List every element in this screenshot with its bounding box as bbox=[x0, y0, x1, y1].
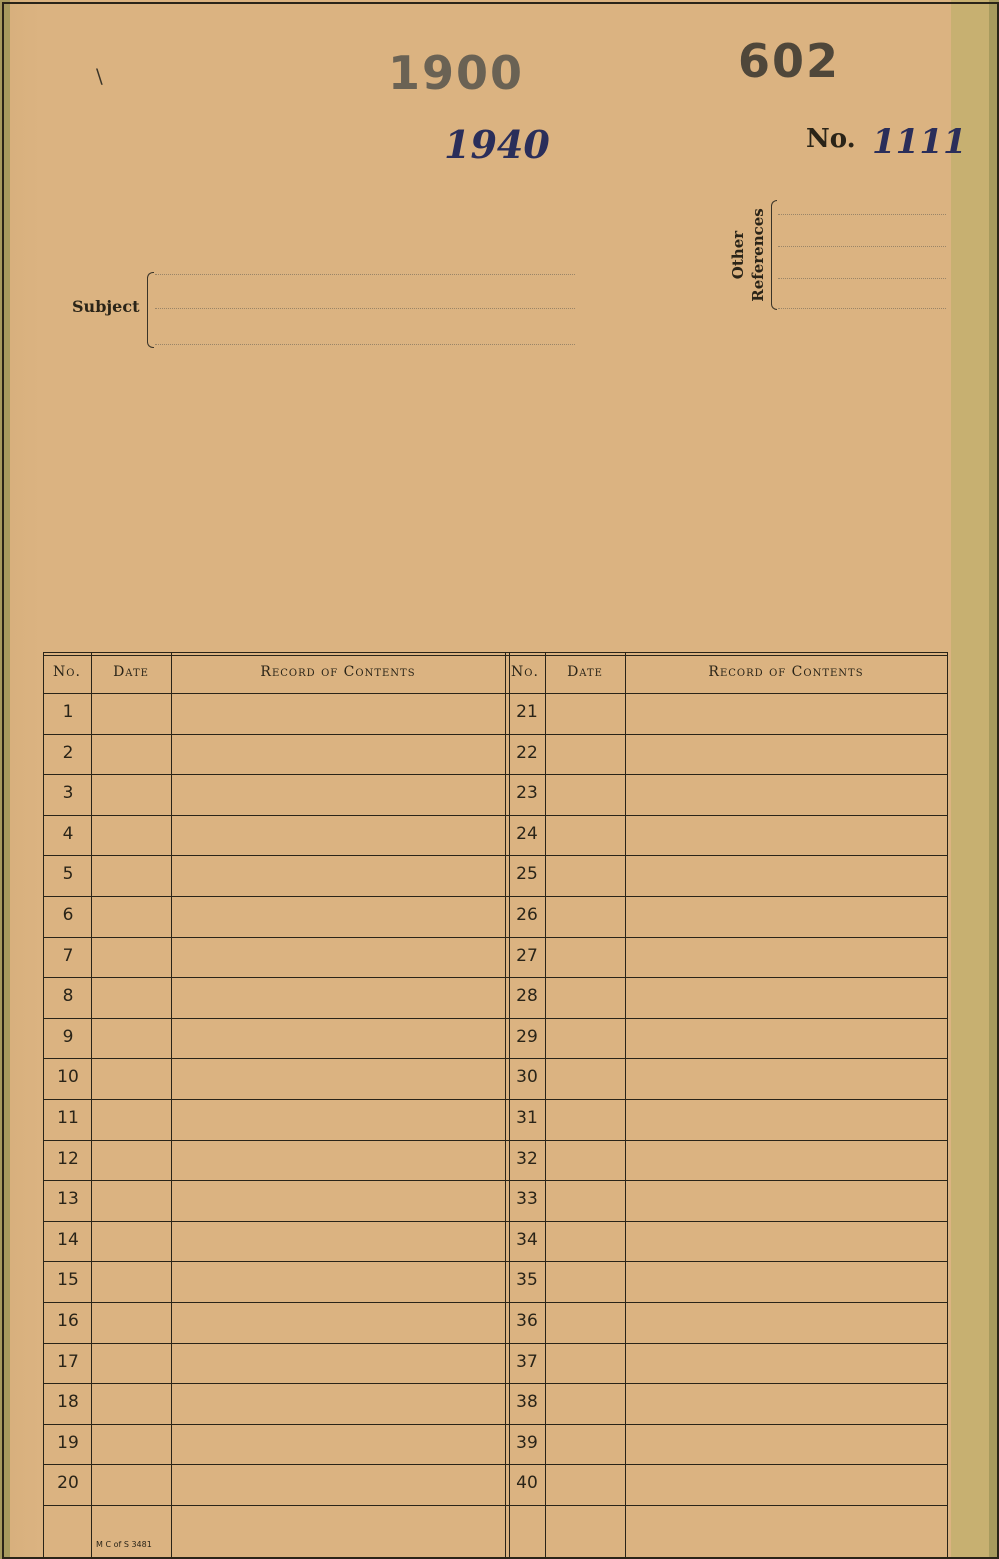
table-top-rule bbox=[43, 652, 947, 653]
row-number-left: 2 bbox=[62, 742, 74, 763]
number-label: No. bbox=[806, 124, 856, 154]
row-number-right: 31 bbox=[516, 1108, 538, 1128]
row-rule bbox=[43, 977, 947, 978]
row-rule bbox=[43, 1140, 947, 1141]
row-number-left: 11 bbox=[57, 1108, 79, 1128]
row-number-left: 14 bbox=[57, 1229, 79, 1250]
cover-binding-strip bbox=[951, 0, 989, 1559]
row-number-right: 22 bbox=[516, 742, 538, 763]
row-number-right: 26 bbox=[516, 905, 538, 925]
handwritten-file-number: 1111 bbox=[872, 122, 967, 162]
references-line-4 bbox=[778, 308, 946, 309]
row-number-left: 12 bbox=[57, 1148, 79, 1169]
row-number-left: 15 bbox=[57, 1270, 79, 1291]
row-number-left: 17 bbox=[57, 1351, 79, 1372]
form-code: M C of S 3481 bbox=[96, 1540, 152, 1549]
row-rule bbox=[43, 1180, 947, 1181]
subject-brace bbox=[147, 272, 154, 348]
row-number-right: 38 bbox=[516, 1392, 538, 1413]
row-number-right: 21 bbox=[516, 702, 538, 722]
row-number-right: 27 bbox=[516, 945, 538, 966]
record-table bbox=[43, 652, 947, 1559]
header-rule bbox=[43, 693, 947, 694]
references-brace bbox=[771, 200, 777, 310]
row-number-left: 7 bbox=[62, 945, 74, 966]
row-number-right: 40 bbox=[516, 1473, 538, 1494]
header-date-right: Date bbox=[567, 664, 603, 680]
row-rule bbox=[43, 815, 947, 816]
row-number-left: 18 bbox=[57, 1392, 79, 1413]
row-rule bbox=[43, 734, 947, 735]
references-line-1 bbox=[778, 214, 946, 215]
row-number-right: 30 bbox=[516, 1067, 538, 1088]
table-column-rule bbox=[947, 652, 948, 1559]
handwritten-year: 1940 bbox=[444, 122, 550, 167]
subject-label: Subject bbox=[72, 297, 140, 316]
row-number-right: 23 bbox=[516, 783, 538, 804]
year-stamp: 1900 bbox=[388, 46, 525, 100]
row-rule bbox=[43, 1261, 947, 1262]
row-number-left: 9 bbox=[62, 1026, 74, 1047]
row-number-right: 25 bbox=[516, 864, 538, 885]
row-rule bbox=[43, 774, 947, 775]
row-number-left: 4 bbox=[62, 823, 74, 844]
header-record-left: Record of Contents bbox=[260, 664, 416, 680]
row-rule bbox=[43, 1221, 947, 1222]
row-rule bbox=[43, 937, 947, 938]
row-rule bbox=[43, 1505, 947, 1506]
row-number-right: 33 bbox=[516, 1189, 538, 1210]
references-line-3 bbox=[778, 278, 946, 279]
row-number-left: 19 bbox=[57, 1432, 79, 1453]
row-rule bbox=[43, 1424, 947, 1425]
row-number-left: 6 bbox=[62, 905, 74, 925]
subject-line-3 bbox=[155, 344, 575, 345]
number-stamp: 602 bbox=[738, 34, 841, 88]
header-no-left: No. bbox=[53, 664, 81, 680]
row-number-left: 1 bbox=[62, 702, 74, 722]
other-references-label bbox=[728, 200, 772, 310]
row-number-right: 37 bbox=[516, 1351, 538, 1372]
row-number-left: 5 bbox=[62, 864, 74, 885]
row-number-left: 3 bbox=[62, 783, 74, 804]
row-rule bbox=[43, 1464, 947, 1465]
row-rule bbox=[43, 896, 947, 897]
row-rule bbox=[43, 1018, 947, 1019]
row-number-right: 39 bbox=[516, 1432, 538, 1453]
header-date-left: Date bbox=[113, 664, 149, 680]
row-number-left: 8 bbox=[62, 986, 74, 1007]
row-number-right: 32 bbox=[516, 1148, 538, 1169]
table-top-rule-inner bbox=[43, 655, 947, 656]
row-number-right: 29 bbox=[516, 1026, 538, 1047]
row-number-left: 16 bbox=[57, 1311, 79, 1331]
header-no-right: No. bbox=[511, 664, 539, 680]
row-number-right: 28 bbox=[516, 986, 538, 1007]
other-label: Other bbox=[729, 230, 747, 280]
row-number-left: 13 bbox=[57, 1189, 79, 1210]
references-line-2 bbox=[778, 246, 946, 247]
row-number-right: 35 bbox=[516, 1270, 538, 1291]
row-rule bbox=[43, 1383, 947, 1384]
references-label: References bbox=[749, 208, 767, 302]
subject-line-1 bbox=[155, 274, 575, 275]
row-rule bbox=[43, 1302, 947, 1303]
row-rule bbox=[43, 855, 947, 856]
row-number-right: 36 bbox=[516, 1311, 538, 1331]
row-number-right: 34 bbox=[516, 1229, 538, 1250]
row-rule bbox=[43, 1343, 947, 1344]
stray-mark: \ bbox=[96, 64, 103, 88]
row-number-left: 20 bbox=[57, 1473, 79, 1494]
header-record-right: Record of Contents bbox=[708, 664, 864, 680]
row-number-left: 10 bbox=[57, 1067, 79, 1088]
row-rule bbox=[43, 1099, 947, 1100]
row-number-right: 24 bbox=[516, 823, 538, 844]
row-rule bbox=[43, 1058, 947, 1059]
subject-line-2 bbox=[155, 308, 575, 309]
cover-left-edge bbox=[10, 0, 40, 1559]
